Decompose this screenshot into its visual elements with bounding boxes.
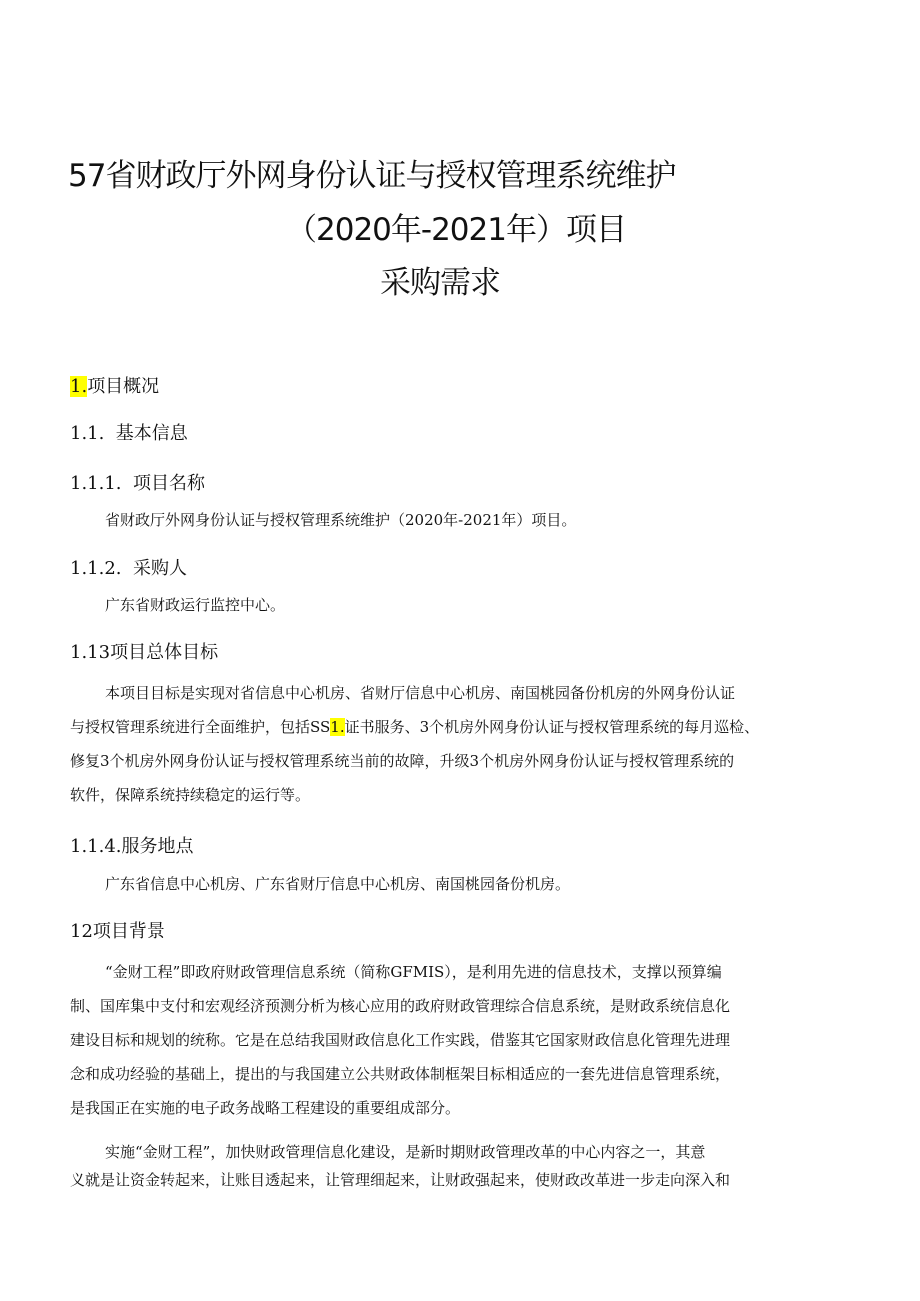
background-paragraph-1-line-1: “金财工程”即政府财政管理信息系统（简称GFMIS），是利用先进的信息技术，支撑以预算编 xyxy=(105,963,722,981)
project-name-text: 省财政厅外网身份认证与授权管理系统维护（2020年-2021年）项目。 xyxy=(105,511,577,529)
background-paragraph-1-line-5: 是我国正在实施的电子政务战略工程建设的重要组成部分。 xyxy=(70,1099,461,1117)
objective-paragraph-line-4: 软件，保障系统持续稳定的运行等。 xyxy=(70,786,311,804)
background-paragraph-1-line-2: 制、国库集中支付和宏观经济预测分析为核心应用的政府财政管理综合信息系统，是财政系统信息化 xyxy=(70,997,731,1015)
section-heading-12: 12项目背景 xyxy=(70,921,165,942)
background-paragraph-2-line-1: 实施“金财工程”，加快财政管理信息化建设，是新时期财政管理改革的中心内容之一，其意 xyxy=(105,1143,706,1161)
purchaser-text: 广东省财政运行监控中心。 xyxy=(105,596,286,614)
section-heading-1-1-1: 1.1.1. 项目名称 xyxy=(70,473,205,494)
objective-paragraph-line-3: 修复3个机房外网身份认证与授权管理系统当前的故障，升级3个机房外网身份认证与授权管理系统的 xyxy=(70,752,735,770)
service-location-text: 广东省信息中心机房、广东省财厅信息中心机房、南国桃园备份机房。 xyxy=(105,875,571,893)
section-heading-1-1-4: 1.1.4.服务地点 xyxy=(70,836,194,857)
section-heading-1-1: 1.1. 基本信息 xyxy=(70,423,188,444)
highlighted-section-number: 1. xyxy=(70,376,88,397)
section-heading-1-1-2: 1.1.2. 采购人 xyxy=(70,558,187,579)
section-heading-1-13: 1.13项目总体目标 xyxy=(70,642,219,663)
objective-line-2-pre: 与授权管理系统进行全面维护，包括SS xyxy=(70,718,331,736)
objective-paragraph-line-1: 本项目目标是实现对省信息中心机房、省财厅信息中心机房、南国桃园备份机房的外网身份认证 xyxy=(105,684,736,702)
objective-line-2-post: 证书服务、3个机房外网身份认证与授权管理系统的每月巡检、 xyxy=(344,718,760,736)
highlighted-text: 1. xyxy=(330,718,345,736)
section-heading-1 xyxy=(70,372,159,398)
background-paragraph-1-line-3: 建设目标和规划的统称。它是在总结我国财政信息化工作实践，借鉴其它国家财政信息化管理先进理 xyxy=(70,1031,731,1049)
section-heading-1-label: 项目概况 xyxy=(87,376,160,397)
objective-paragraph-line-2 xyxy=(70,710,759,744)
background-paragraph-1-line-4: 念和成功经验的基础上，提出的与我国建立公共财政体制框架目标相适应的一套先进信息管理系统， xyxy=(70,1065,731,1083)
document-title-line-2: （2020年-2021年）项目 xyxy=(286,212,626,248)
background-paragraph-2-line-2: 义就是让资金转起来，让账目透起来，让管理细起来，让财政强起来，使财政改革进一步走向深入和 xyxy=(70,1171,731,1189)
document-title-line-1: 57省财政厅外网身份认证与授权管理系统维护 xyxy=(68,158,676,194)
document-title-line-3: 采购需求 xyxy=(380,265,500,301)
